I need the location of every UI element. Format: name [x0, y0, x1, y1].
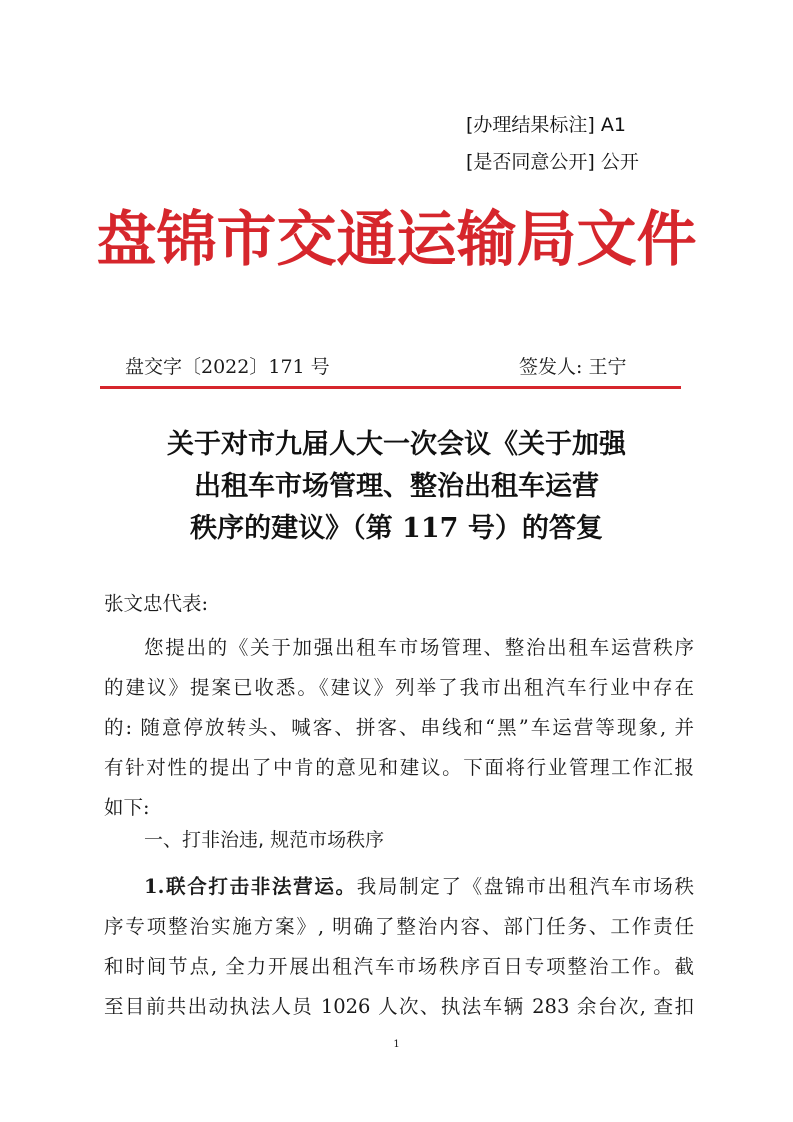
item1-first-line-text: 我局制定了《盘锦市出租汽车市场秩 [356, 875, 694, 898]
intro-line-1: 您提出的《关于加强出租车市场管理、整治出租车运营秩序 [144, 636, 694, 659]
handling-result-annotation: [办理结果标注] A1 [466, 114, 626, 136]
section-heading-1: 一、打非治违, 规范市场秩序 [144, 829, 385, 851]
item1-line-3: 和时间节点, 全力开展出租汽车市场秩序百日专项整治工作。截 [104, 955, 694, 978]
document-title [0, 424, 793, 550]
intro-line-3: 的: 随意停放转头、喊客、拼客、串线和“黑”车运营等现象, 并 [104, 716, 694, 739]
title-line-2: 出租车市场管理、整治出租车运营 [194, 471, 599, 502]
title-line-1: 关于对市九届人大一次会议《关于加强 [167, 429, 626, 460]
intro-paragraph [104, 628, 694, 828]
signer: 签发人: 王宁 [519, 356, 627, 378]
intro-line-5: 如下: [104, 796, 150, 819]
item1-line-4: 至目前共出动执法人员 1026 人次、执法车辆 283 余台次, 查扣 [104, 995, 694, 1018]
section1-paragraph [104, 867, 694, 1027]
document-number: 盘交字〔2022〕171 号 [125, 356, 330, 378]
page-number: 1 [393, 1039, 400, 1050]
salutation: 张文忠代表: [104, 592, 209, 615]
intro-line-4: 有针对性的提出了中肯的意见和建议。下面将行业管理工作汇报 [104, 756, 694, 779]
item1-line-1 [104, 867, 694, 907]
item1-bold-heading: 1.联合打击非法营运。 [144, 875, 357, 898]
intro-line-2: 的建议》提案已收悉。《建议》列举了我市出租汽车行业中存在 [104, 676, 694, 699]
item1-line-2: 序专项整治实施方案》, 明确了整治内容、部门任务、工作责任 [104, 915, 694, 938]
red-divider-line [100, 386, 681, 389]
agency-header-title: 盘锦市交通运输局文件 [96, 205, 697, 275]
public-disclosure-annotation: [是否同意公开] 公开 [466, 151, 639, 173]
title-line-3: 秩序的建议》（第 117 号）的答复 [190, 513, 603, 544]
